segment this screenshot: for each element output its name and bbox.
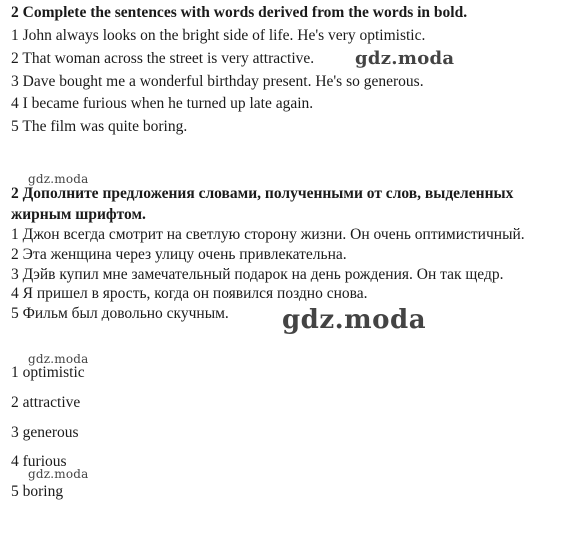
watermark: gdz.moda bbox=[282, 305, 427, 335]
answer-5: 5 boring bbox=[11, 483, 64, 500]
english-sentence-4: 4 I became furious when he turned up late again. bbox=[11, 95, 314, 112]
answer-3: 3 generous bbox=[11, 424, 79, 441]
answer-4: 4 furious bbox=[11, 453, 67, 470]
russian-sentence-1: 1 Джон всегда смотрит на светлую сторону жизни. Он очень оптимистичный. bbox=[11, 226, 525, 243]
russian-heading-line-1: 2 Дополните предложения словами, полученными от слов, выделенных bbox=[11, 185, 514, 202]
russian-sentence-5: 5 Фильм был довольно скучным. bbox=[11, 305, 229, 322]
watermark: gdz.moda bbox=[28, 172, 89, 186]
answer-1: 1 optimistic bbox=[11, 364, 85, 381]
english-heading: 2 Complete the sentences with words derived from the words in bold. bbox=[11, 4, 468, 21]
watermark: gdz.moda bbox=[28, 352, 89, 366]
russian-heading-line-2: жирным шрифтом. bbox=[11, 206, 146, 223]
watermark: gdz.moda bbox=[28, 467, 89, 481]
english-sentence-2: 2 That woman across the street is very attractive. bbox=[11, 50, 315, 67]
russian-sentence-4: 4 Я пришел в ярость, когда он появился поздно снова. bbox=[11, 285, 368, 302]
russian-sentence-3: 3 Дэйв купил мне замечательный подарок на день рождения. Он так щедр. bbox=[11, 266, 504, 283]
russian-sentence-2: 2 Эта женщина через улицу очень привлекательна. bbox=[11, 246, 347, 263]
english-sentence-5: 5 The film was quite boring. bbox=[11, 118, 188, 135]
watermark: gdz.moda bbox=[355, 48, 455, 69]
english-sentence-1: 1 John always looks on the bright side of life. He's very optimistic. bbox=[11, 27, 426, 44]
english-sentence-3: 3 Dave bought me a wonderful birthday present. He's so generous. bbox=[11, 73, 424, 90]
answer-2: 2 attractive bbox=[11, 394, 81, 411]
